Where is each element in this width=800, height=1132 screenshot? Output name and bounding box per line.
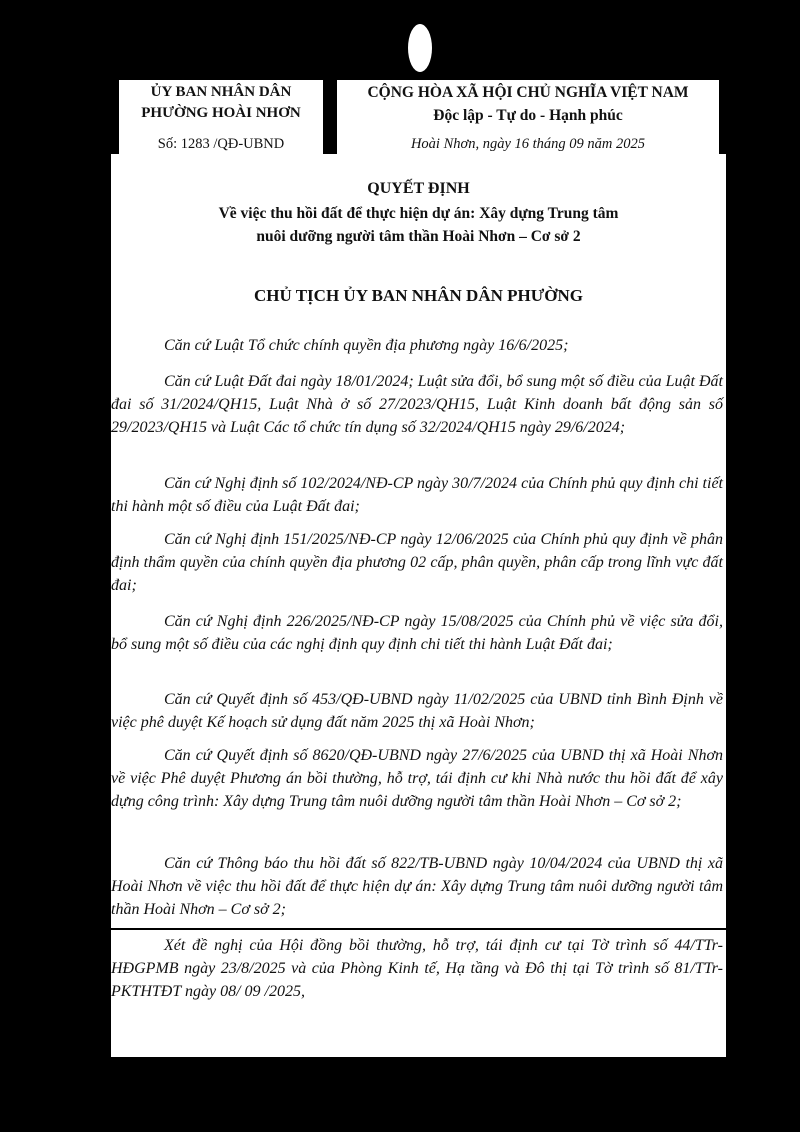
document-type-title: QUYẾT ĐỊNH xyxy=(367,180,470,197)
national-title: CỘNG HÒA XÃ HỘI CHỦ NGHĨA VIỆT NAM xyxy=(367,84,689,101)
document-body xyxy=(111,154,726,928)
subject-line-2: nuôi dưỡng người tâm thần Hoài Nhơn – Cơ sở 2 xyxy=(256,228,581,245)
document-number: Số: 1283 /QĐ-UBND xyxy=(157,136,285,152)
legal-basis-5: Căn cứ Nghị định 226/2025/NĐ-CP ngày 15/08/2025 của Chính phủ về việc sửa đổi, bổ sung một số điều của các nghị định quy định chi tiết thi hành Luật Đất đai; xyxy=(111,613,723,653)
legal-basis-3: Căn cứ Nghị định số 102/2024/NĐ-CP ngày 30/7/2024 của Chính phủ quy định chi tiết thi hành một số điều của Luật Đất đai; xyxy=(111,475,723,515)
national-header-block xyxy=(337,80,719,154)
issuing-authority: CHỦ TỊCH ỦY BAN NHÂN DÂN PHƯỜNG xyxy=(254,286,583,305)
legal-basis-1: Căn cứ Luật Tổ chức chính quyền địa phương ngày 16/6/2025; xyxy=(164,337,569,354)
national-motto: Độc lập - Tự do - Hạnh phúc xyxy=(433,107,623,124)
document-subject xyxy=(111,202,726,248)
proposal-basis: Xét đề nghị của Hội đồng bồi thường, hỗ trợ, tái định cư tại Tờ trình số 44/TTr-HĐGPMB ngày 23/8/2025 và của Phòng Kinh tế, Hạ tầng và Đô thị tại Tờ trình số 81/TTr-PKTHTĐT ngày 08/ 09 /2025, xyxy=(111,937,723,1000)
agency-name-line1: ỦY BAN NHÂN DÂN xyxy=(150,84,292,100)
legal-basis-2: Căn cứ Luật Đất đai ngày 18/01/2024; Luật sửa đổi, bổ sung một số điều của Luật Đất đai số 31/2024/QH15, Luật Nhà ở số 27/2023/QH15, Luật Kinh doanh bất động sản số 29/2023/QH15 và Luật Các tổ chức tín dụng số 32/2024/QH15 ngày 29/6/2024; xyxy=(111,373,723,436)
legal-basis-8: Căn cứ Thông báo thu hồi đất số 822/TB-UBND ngày 10/04/2024 của UBND thị xã Hoài Nhơn về việc thu hồi đất để thực hiện dự án: Xây dựng Trung tâm nuôi dưỡng người tâm thần Hoài Nhơn – Cơ sở 2; xyxy=(111,855,723,918)
top-oval-mark xyxy=(408,24,432,72)
legal-basis-6: Căn cứ Quyết định số 453/QĐ-UBND ngày 11/02/2025 của UBND tỉnh Bình Định về việc phê duyệt Kế hoạch sử dụng đất năm 2025 thị xã Hoài Nhơn; xyxy=(111,691,723,731)
issuing-agency-block xyxy=(119,80,323,154)
place-date: Hoài Nhơn, ngày 16 tháng 09 năm 2025 xyxy=(410,136,646,152)
agency-name-line2: PHƯỜNG HOÀI NHƠN xyxy=(141,105,301,121)
subject-line-1: Về việc thu hồi đất để thực hiện dự án: Xây dựng Trung tâm xyxy=(218,205,619,222)
legal-basis-4: Căn cứ Nghị định 151/2025/NĐ-CP ngày 12/06/2025 của Chính phủ quy định về phân định thẩm quyền của chính quyền địa phương 02 cấp, phân quyền, phân cấp trong lĩnh vực đất đai; xyxy=(111,531,723,594)
legal-basis-7: Căn cứ Quyết định số 8620/QĐ-UBND ngày 27/6/2025 của UBND thị xã Hoài Nhơn về việc Phê duyệt Phương án bồi thường, hỗ trợ, tái định cư khi Nhà nước thu hồi đất để xây dựng công trình: Xây dựng Trung tâm nuôi dưỡng người tâm thần Hoài Nhơn – Cơ sở 2; xyxy=(111,747,723,810)
document-body-continued xyxy=(111,930,726,1057)
